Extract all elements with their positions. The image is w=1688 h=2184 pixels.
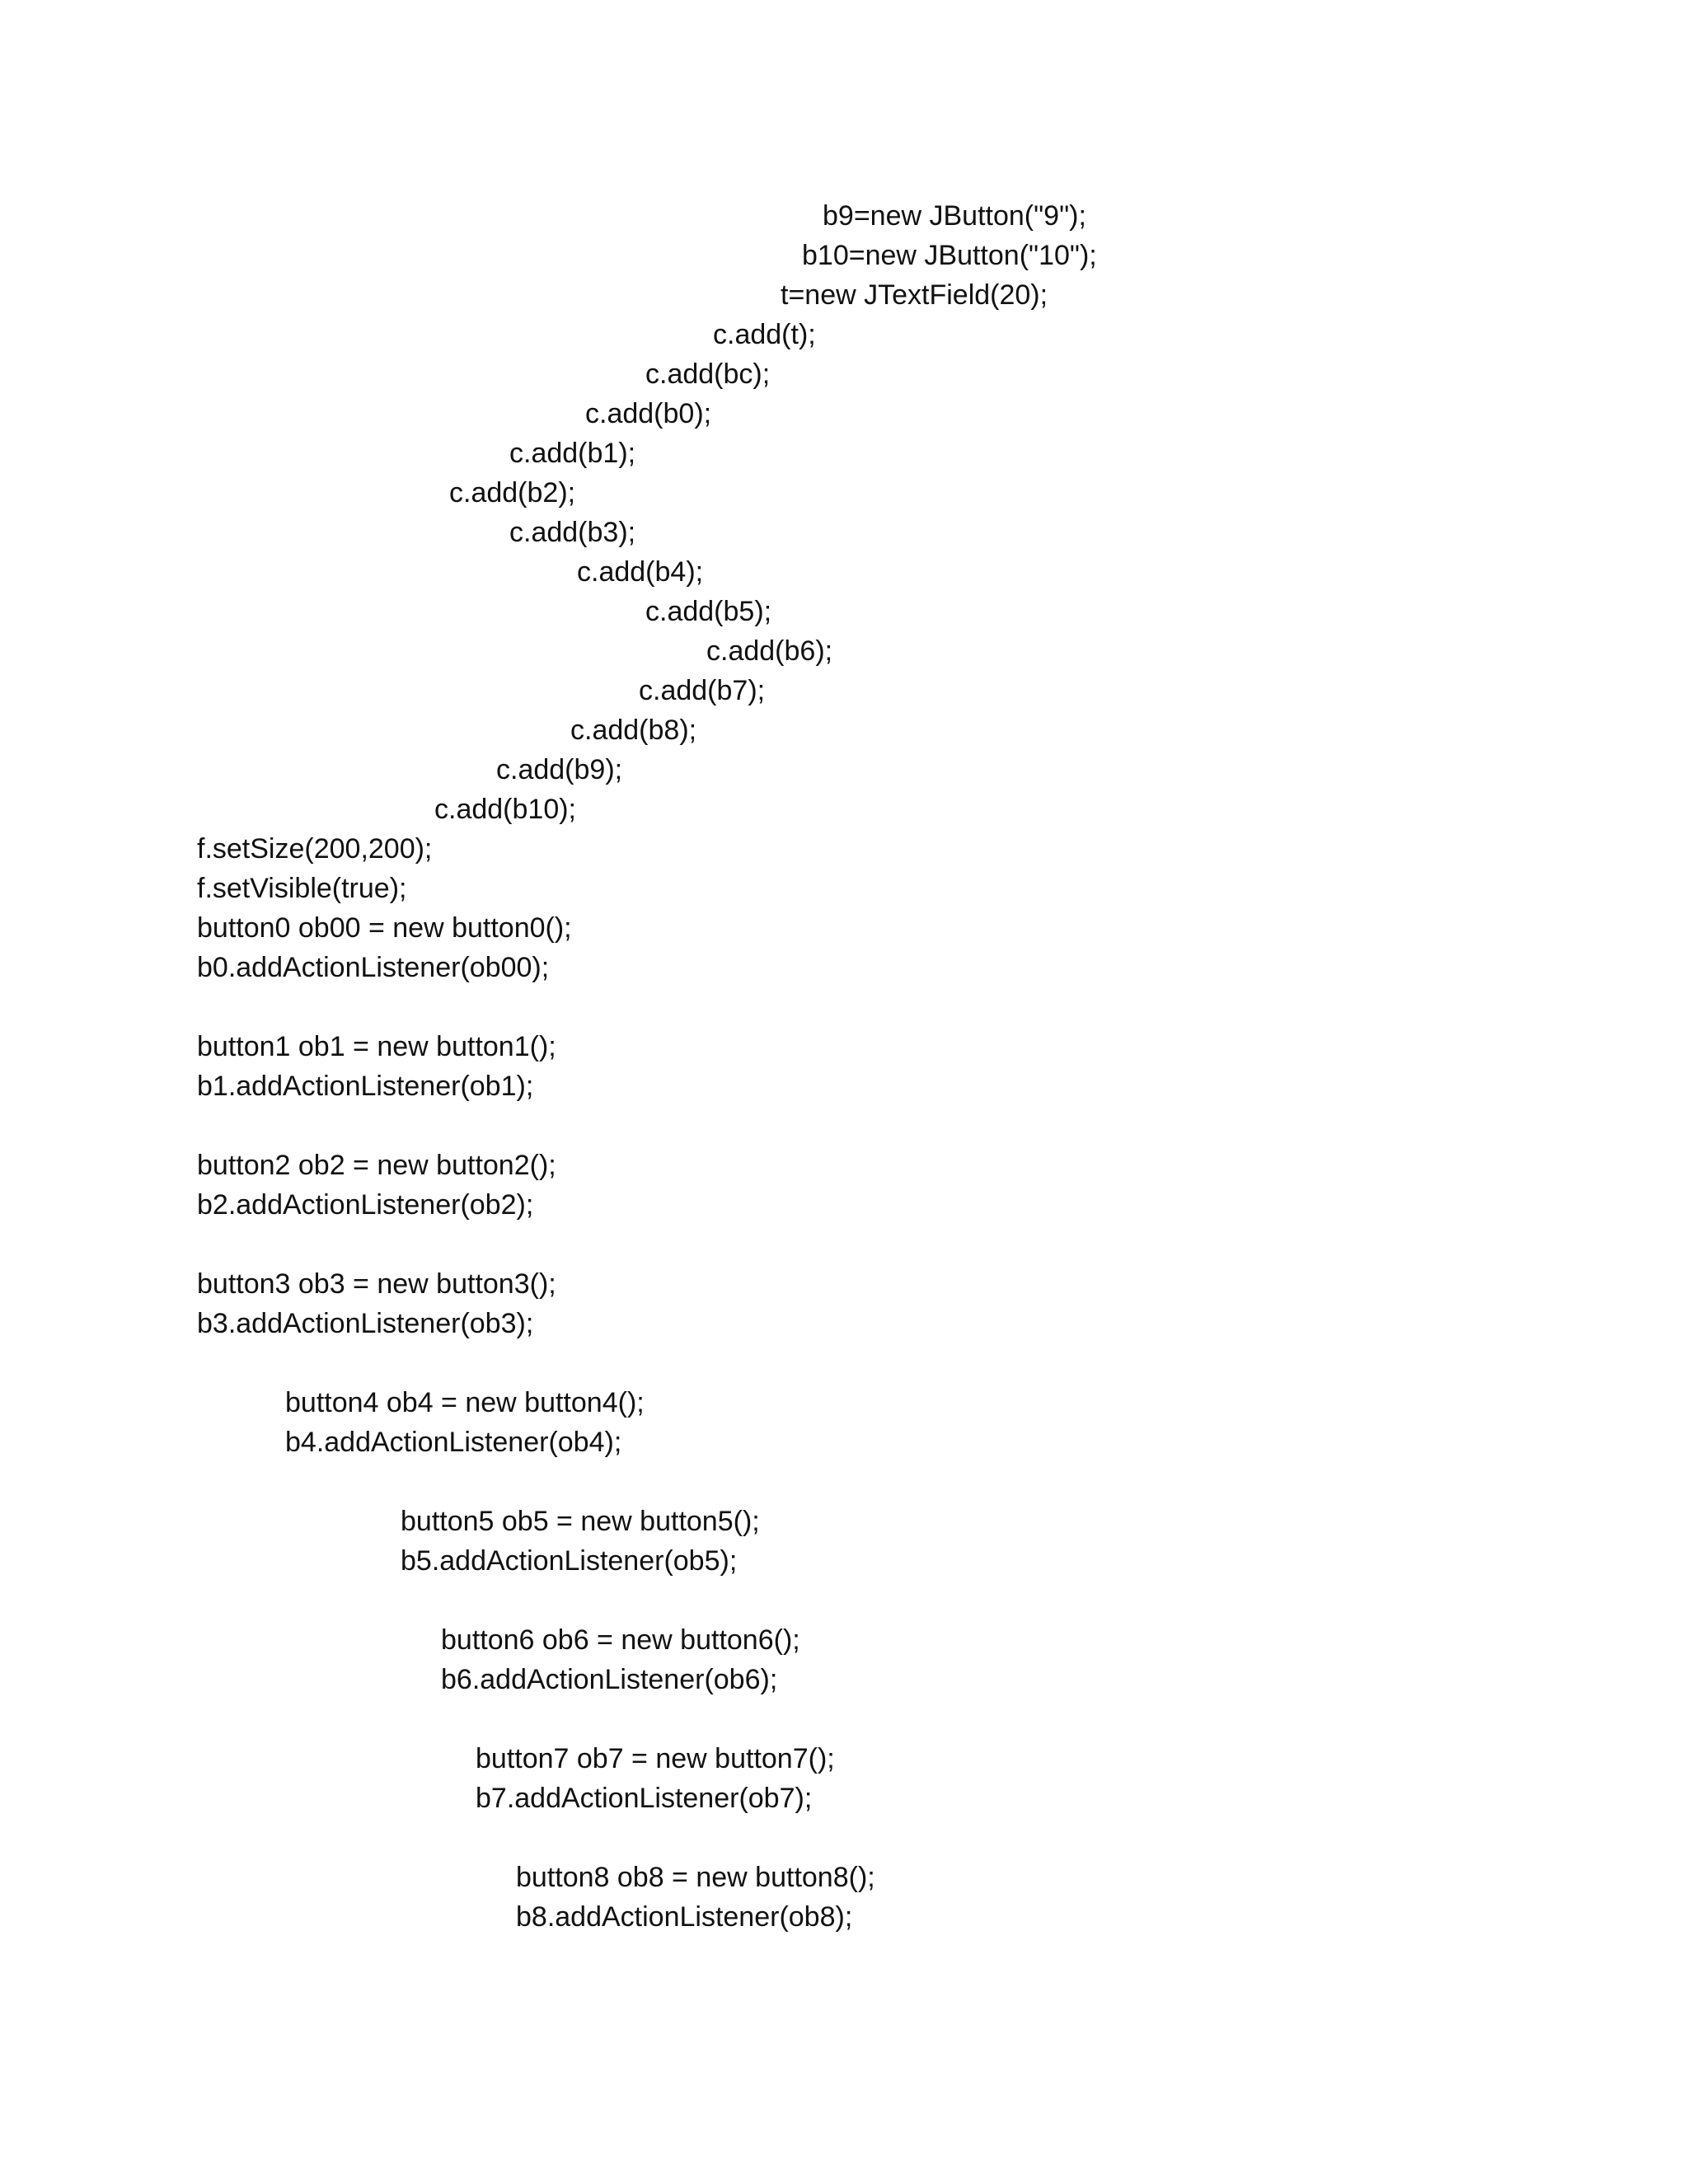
- code-line: c.add(b7);: [639, 675, 766, 706]
- code-line: c.add(b9);: [496, 754, 623, 785]
- code-line: c.add(b4);: [577, 556, 704, 588]
- code-line: c.add(bc);: [645, 359, 771, 390]
- code-line: button4 ob4 = new button4();: [285, 1387, 645, 1418]
- code-line: b5.addActionListener(ob5);: [401, 1545, 738, 1577]
- code-line: button3 ob3 = new button3();: [197, 1268, 556, 1300]
- code-line: b6.addActionListener(ob6);: [441, 1664, 778, 1695]
- code-line: button2 ob2 = new button2();: [197, 1150, 556, 1181]
- code-line: b7.addActionListener(ob7);: [476, 1783, 813, 1814]
- code-line: c.add(b10);: [434, 794, 576, 825]
- code-line: button0 ob00 = new button0();: [197, 912, 572, 944]
- code-line: button5 ob5 = new button5();: [401, 1506, 760, 1537]
- code-line: b4.addActionListener(ob4);: [285, 1427, 622, 1458]
- code-line: f.setSize(200,200);: [197, 833, 433, 865]
- code-line: c.add(b6);: [706, 635, 833, 667]
- code-line: b0.addActionListener(ob00);: [197, 952, 550, 983]
- code-line: c.add(b8);: [570, 715, 697, 746]
- code-line: button1 ob1 = new button1();: [197, 1031, 556, 1062]
- code-line: b9=new JButton("9");: [823, 200, 1086, 232]
- code-line: c.add(b1);: [509, 438, 636, 469]
- code-line: b8.addActionListener(ob8);: [516, 1901, 853, 1933]
- code-line: button8 ob8 = new button8();: [516, 1862, 875, 1893]
- code-line: c.add(b5);: [645, 596, 772, 627]
- code-line: c.add(b0);: [585, 398, 712, 429]
- code-line: b1.addActionListener(ob1);: [197, 1071, 534, 1102]
- code-line: b3.addActionListener(ob3);: [197, 1308, 534, 1339]
- code-line: button6 ob6 = new button6();: [441, 1624, 800, 1656]
- code-line: f.setVisible(true);: [197, 873, 407, 904]
- code-line: c.add(b3);: [509, 517, 636, 548]
- code-line: button7 ob7 = new button7();: [476, 1743, 835, 1774]
- code-line: c.add(b2);: [449, 477, 576, 509]
- code-line: c.add(t);: [713, 319, 816, 350]
- code-line: b10=new JButton("10");: [802, 240, 1097, 271]
- code-line: t=new JTextField(20);: [781, 279, 1048, 311]
- code-line: b2.addActionListener(ob2);: [197, 1189, 534, 1221]
